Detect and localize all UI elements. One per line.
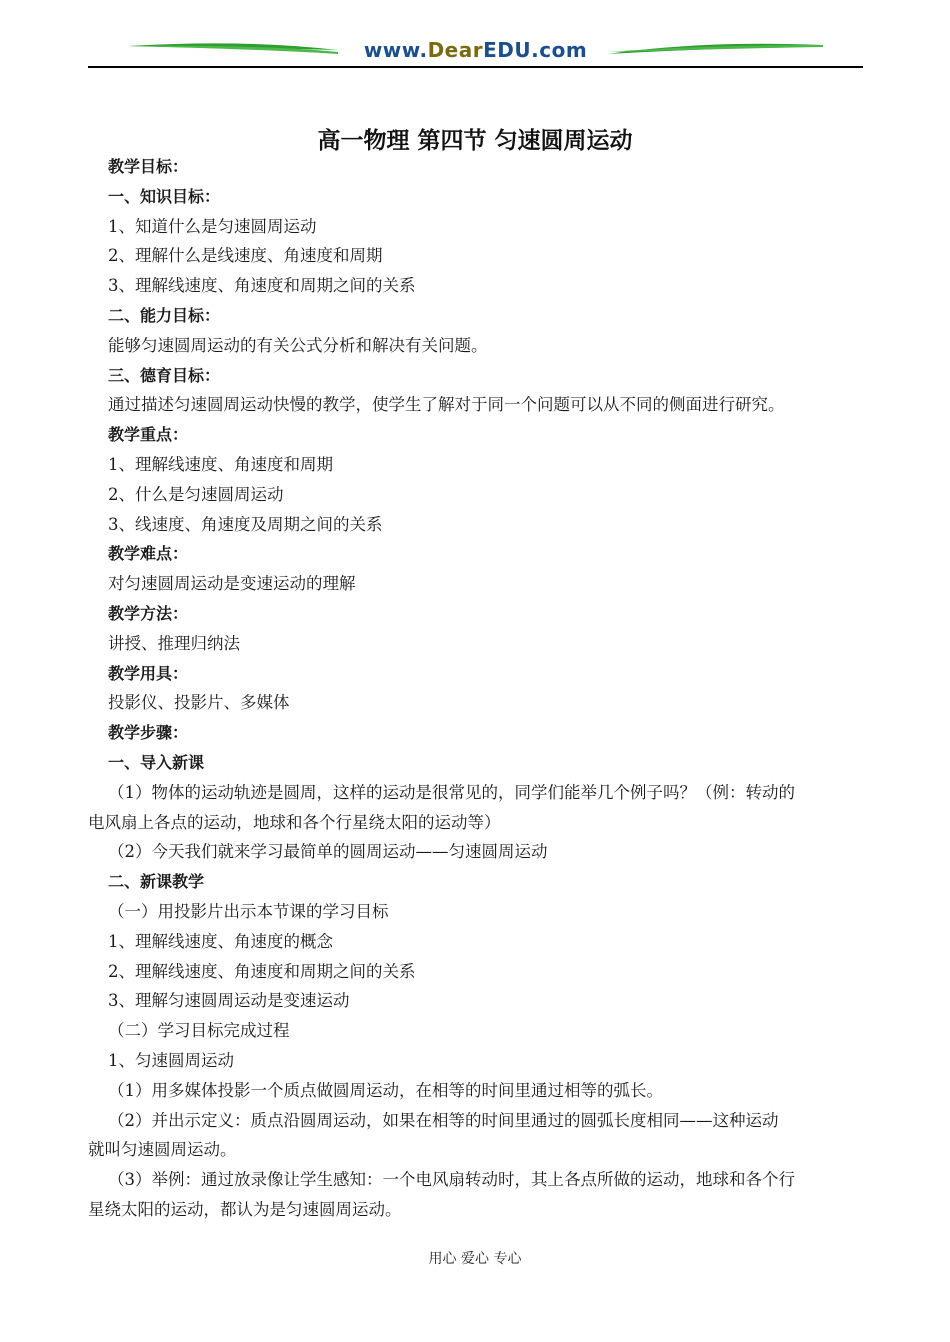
section-heading: 一、知识目标： bbox=[108, 186, 221, 206]
body-line: 1、匀速圆周运动 bbox=[108, 1050, 234, 1070]
body-line: 2、什么是匀速圆周运动 bbox=[108, 484, 284, 504]
body-line: 1、理解线速度、角速度和周期 bbox=[108, 454, 333, 474]
body-line: （1）用多媒体投影一个质点做圆周运动，在相等的时间里通过相等的弧长。 bbox=[108, 1080, 663, 1100]
section-heading: 教学用具： bbox=[108, 663, 189, 683]
section-heading: 三、德育目标： bbox=[108, 365, 221, 385]
brand-dear: Dear bbox=[427, 38, 484, 62]
section-heading: 教学步骤： bbox=[108, 723, 189, 743]
section-heading: 教学目标： bbox=[108, 157, 189, 176]
body-line: （2）并出示定义：质点沿圆周运动，如果在相等的时间里通过的圆弧长度相同——这种运动 bbox=[108, 1110, 779, 1130]
section-heading: 一、导入新课 bbox=[108, 752, 205, 772]
body-line: 电风扇上各点的运动，地球和各个行星绕太阳的运动等） bbox=[88, 812, 501, 832]
body-line: 对匀速圆周运动是变速运动的理解 bbox=[108, 574, 356, 594]
body-line: 投影仪、投影片、多媒体 bbox=[108, 693, 290, 713]
body-line: （1）物体的运动轨迹是圆周，这样的运动是很常见的，同学们能举几个例子吗？（例：转动的 bbox=[108, 782, 795, 802]
site-header bbox=[88, 36, 863, 72]
header-divider bbox=[88, 66, 863, 68]
body-line: 就叫匀速圆周运动。 bbox=[88, 1140, 237, 1160]
page-footer: 用心 爱心 专心 bbox=[428, 1251, 522, 1267]
body-line: 1、知道什么是匀速圆周运动 bbox=[108, 216, 317, 236]
section-heading: 二、新课教学 bbox=[108, 872, 205, 892]
body-line: 通过描述匀速圆周运动快慢的教学，使学生了解对于同一个问题可以从不同的侧面进行研究。 bbox=[108, 395, 785, 415]
body-line: （3）举例：通过放录像让学生感知：一个电风扇转动时，其上各点所做的运动，地球和各个行 bbox=[108, 1170, 795, 1190]
section-heading: 教学难点： bbox=[108, 544, 189, 564]
brand-suffix: .com bbox=[531, 38, 588, 62]
body-line: （二）学习目标完成过程 bbox=[108, 1021, 290, 1041]
body-line: （2）今天我们就来学习最简单的圆周运动——匀速圆周运动 bbox=[108, 842, 548, 862]
brand-prefix: www. bbox=[363, 38, 428, 62]
section-heading: 教学方法： bbox=[108, 603, 189, 623]
section-heading: 教学重点： bbox=[108, 425, 189, 445]
body-line: 2、理解线速度、角速度和周期之间的关系 bbox=[108, 961, 416, 981]
body-line: 能够匀速圆周运动的有关公式分析和解决有关问题。 bbox=[108, 335, 488, 355]
body-line: （一）用投影片出示本节课的学习目标 bbox=[108, 901, 389, 921]
document-title: 高一物理 第四节 匀速圆周运动 bbox=[317, 128, 633, 154]
section-heading: 二、能力目标： bbox=[108, 305, 221, 325]
body-line: 3、线速度、角速度及周期之间的关系 bbox=[108, 514, 383, 534]
brand-edu: EDU bbox=[483, 38, 532, 62]
document-body bbox=[88, 152, 870, 1225]
body-line: 3、理解线速度、角速度和周期之间的关系 bbox=[108, 276, 416, 296]
body-line: 1、理解线速度、角速度的概念 bbox=[108, 931, 333, 951]
body-line: 3、理解匀速圆周运动是变速运动 bbox=[108, 991, 350, 1011]
body-line: 2、理解什么是线速度、角速度和周期 bbox=[108, 246, 383, 266]
body-line: 讲授、推理归纳法 bbox=[108, 633, 240, 653]
site-brand-logo bbox=[88, 38, 863, 62]
body-line: 星绕太阳的运动，都认为是匀速圆周运动。 bbox=[88, 1199, 402, 1219]
